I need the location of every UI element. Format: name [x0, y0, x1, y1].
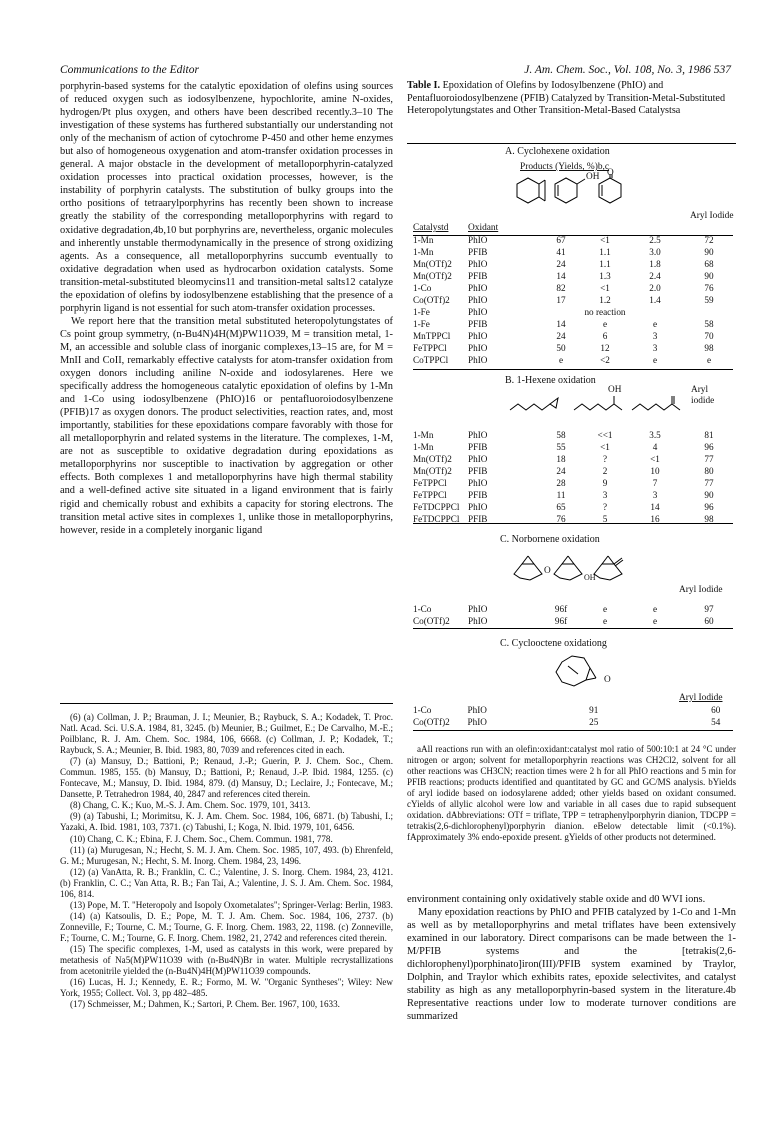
- value-cell: e: [652, 616, 658, 627]
- value-cell: 68: [704, 259, 714, 270]
- oxidant-cell: PhIO: [468, 502, 488, 513]
- value-cell: <1: [650, 454, 660, 465]
- value-cell: 41: [556, 247, 566, 258]
- table-label: Table I.: [407, 80, 441, 91]
- reference: (15) The specific complexes, 1-M, used as catalysts in this work, were prepared by metathesis of Na5(M)PW11O39 with (n-Bu4N)Br in water. Multiple recrystallizations from acetonitrile yielded the (n-Bu4N)4H(M)PW11O39 compounds.: [60, 943, 393, 977]
- table-row: [413, 354, 738, 366]
- value-cell: 67: [556, 235, 566, 245]
- value-cell: 17: [556, 295, 566, 306]
- oxidant-cell: PFIB: [468, 490, 488, 501]
- o-label: O: [604, 675, 611, 685]
- value-cell: 59: [704, 295, 714, 306]
- table-row: [413, 603, 738, 615]
- section-b-title: B. 1-Hexene oxidation: [505, 375, 596, 386]
- value-cell: 60: [704, 616, 714, 627]
- value-cell: 12: [600, 343, 610, 354]
- right-column-text: [407, 893, 736, 1023]
- oxidant-cell: PhIO: [467, 717, 487, 728]
- value-cell: 16: [650, 514, 660, 525]
- catalyst-cell: 1-Fe: [413, 307, 430, 318]
- table-row: [413, 270, 738, 282]
- products-header: Products (Yields, %)b,c: [520, 162, 610, 172]
- paragraph: We report here that the transition metal substituted heteropolytungstates of Cs point group symmetry, (n-Bu4N)4H(M)PW11O39, M = transition metal, 1-M, an accessible and soluble class of inorganic complexes,13–15 are, for M = MnII and CoII, remarkably effective catalysts for atom-transfer oxidation from oxygen donors including aniline N-oxide and iodosylarenes. Here we specifically address the homogeneous catalytic epoxidation of olefins by 1-Mn and 1-Co using iodosylbenzene (PhIO)16 or pentafluoroiodosylbenzene (PFIB)17 as oxygen donors. The product selectivities, reaction rates, and, most importantly, stabilities for these epoxidations compare favorably with those for all metalloporphyrin and related systems in the literature. The complexes, 1-M, are not as susceptible to oxidative degradation during epoxidations as metalloporphyrins nor susceptible to inactivation by aggregation or other effects. Both complexes 1 and metalloporphyrins have high thermal stability and a well-defined active site situated in a ligand environment that is fairly rigid and chemically robust and exhibits a capacity for storing electrons. The transition metal active sites in complexes 1, unlike those in metalloporphyrins, however, reside in a completely inorganic ligand: [60, 315, 393, 536]
- table-row: [413, 234, 738, 246]
- reference: (17) Schmeisser, M.; Dahmen, K.; Sartori, P. Chem. Ber. 1967, 100, 1633.: [70, 999, 340, 1010]
- table-row: [413, 501, 738, 513]
- catalyst-cell: 1-Co: [413, 705, 432, 715]
- cyclohexene-products-structures: [514, 174, 632, 208]
- aryl-iodide-header: Aryl Iodide: [690, 211, 734, 221]
- table-caption: Epoxidation of Olefins by Iodosylbenzene (PhIO) and Pentafluoroiodosylbenzene (PFIB) Catalyzed by Transition-Metal-Substituted Heteropolytungstates and Other Transition-Metal-Based Catalystsa: [407, 80, 726, 117]
- value-cell: 77: [704, 454, 714, 465]
- references-list: [60, 712, 393, 1010]
- section-d-table: [413, 704, 784, 728]
- footnote-text: aAll reactions run with an olefin:oxidant:catalyst mol ratio of 500:10:1 at 24 °C under nitrogen or argon; solvent for metalloporphyrin reactions was CH2Cl2, solvent for all other reactions was CH3CN; reaction times were 2 h for all PhIO reactions and 5 min for PFIB reactions; products identified and quantitated by GC and GC/MS analysis. bYields of aryl iodide based on iodosylarene added; other yields based on oxidant consumed. cYields of allylic alcohol were low and variable in all cases due to rapid subsequent oxidation. dAbbreviations: OTf = triflate, TPP = tetraphenylporphyrin dianion, TDCPP = tetrakis(2,6-dichlorophenyl)porphyrin dianion. eBelow detectable limit (<0.1%). fApproximately 3% endo-epoxide present. gYields of other products not determined.: [407, 744, 736, 843]
- value-cell: 2: [602, 466, 608, 477]
- catalyst-cell: 1-Mn: [413, 430, 434, 440]
- value-cell: 24: [556, 331, 566, 342]
- catalyst-cell: 1-Fe: [413, 319, 430, 330]
- oxidant-cell: PhIO: [468, 259, 488, 270]
- table-row: [413, 429, 738, 441]
- oxidant-cell: PFIB: [468, 514, 488, 525]
- value-cell: 3.5: [649, 430, 661, 440]
- value-cell: 3.0: [649, 247, 661, 258]
- value-cell: 54: [711, 717, 721, 728]
- table-row: [413, 716, 784, 728]
- section-d-title: C. Cyclooctene oxidationg: [500, 638, 607, 649]
- value-cell: 58: [556, 430, 566, 440]
- paragraph: environment containing only oxidatively stable oxide and d0 WVI ions.: [407, 894, 706, 905]
- value-cell: 96: [704, 502, 714, 513]
- value-cell: 80: [704, 466, 714, 477]
- table-row: [413, 465, 738, 477]
- catalyst-cell: FeTPPCl: [413, 343, 447, 354]
- catalyst-cell: FeTPPCl: [413, 478, 447, 489]
- value-cell: 77: [704, 478, 714, 489]
- oxidant-cell: PhIO: [468, 355, 488, 366]
- oxidant-header: Oxidant: [468, 223, 499, 233]
- value-cell: ?: [602, 454, 608, 465]
- table-row: [413, 453, 738, 465]
- value-cell: 25: [589, 717, 599, 728]
- oxidant-cell: PFIB: [468, 442, 488, 453]
- reference: (9) (a) Tabushi, I.; Morimitsu, K. J. Am. Chem. Soc. 1984, 106, 6871. (b) Tabushi, I.; Yazaki, A. Ibid. 1981, 103, 7371. (c) Tabushi, I.; Koga, N. Ibid. 1979, 101, 6456.: [60, 811, 393, 833]
- table-row: [413, 441, 738, 453]
- oxidant-cell: PhIO: [468, 343, 488, 354]
- value-cell: 1.4: [649, 295, 661, 306]
- value-cell: 14: [556, 271, 566, 282]
- value-cell: <1: [600, 283, 610, 294]
- running-header-left: Communications to the Editor: [60, 64, 199, 76]
- value-cell: 82: [556, 283, 566, 294]
- value-cell: 90: [704, 271, 714, 282]
- oxidant-cell: PFIB: [468, 271, 488, 282]
- value-cell: 10: [650, 466, 660, 477]
- value-cell: 76: [556, 514, 566, 525]
- reference: (10) Chang, C. K.; Ebina, F. J. Chem. Soc., Chem. Commun. 1981, 778.: [70, 833, 333, 844]
- value-cell: 7: [652, 478, 658, 489]
- section-a-bottom-rule: [413, 369, 733, 370]
- catalyst-cell: FeTDCPPCl: [413, 502, 460, 513]
- value-cell: 3: [602, 490, 608, 501]
- reference: (12) (a) VanAtta, R. B.; Franklin, C. C.; Valentine, J. S. Inorg. Chem. 1984, 23, 4121. (b) Franklin, C. C.; Van Atta, R. B.; Fan Tai, A.; Valentine, J. S. J. Am. Chem. Soc. 1984, 106, 814.: [60, 866, 393, 899]
- value-cell: 76: [704, 283, 714, 294]
- value-cell: <<1: [597, 430, 613, 440]
- reference: (13) Pope, M. T. "Heteropoly and Isopoly Oxometalates"; Springer-Verlag: Berlin, 1983.: [70, 899, 393, 910]
- oxidant-cell: PhIO: [468, 235, 488, 245]
- value-cell: 2.5: [649, 235, 661, 245]
- catalyst-cell: MnTPPCl: [413, 331, 451, 342]
- value-cell: 3: [652, 343, 658, 354]
- value-cell: 28: [556, 478, 566, 489]
- table-row: [413, 306, 738, 318]
- value-cell: 5: [602, 514, 608, 525]
- oxidant-cell: PhIO: [467, 705, 487, 715]
- value-cell: e: [558, 355, 564, 366]
- hexene-products-structures: [508, 392, 686, 416]
- value-cell: 55: [556, 442, 566, 453]
- value-cell: 91: [589, 705, 599, 715]
- value-cell: 70: [704, 331, 714, 342]
- catalyst-header: Catalystd: [413, 223, 449, 233]
- value-cell: 4: [652, 442, 658, 453]
- table-top-rule: [407, 143, 736, 144]
- oxidant-cell: PhIO: [468, 283, 488, 294]
- table-row: [413, 489, 738, 501]
- catalyst-cell: FeTPPCl: [413, 490, 447, 501]
- aryl-iodide-header-d: Aryl Iodide: [679, 693, 723, 703]
- value-cell: 2.0: [649, 283, 661, 294]
- value-cell: 65: [556, 502, 566, 513]
- value-cell: <1: [600, 235, 610, 245]
- oh-label: OH: [586, 172, 600, 182]
- value-cell: 24: [556, 466, 566, 477]
- o-label: O: [607, 168, 614, 178]
- value-cell: e: [652, 604, 658, 614]
- table-title: [407, 80, 736, 118]
- paragraph: porphyrin-based systems for the catalytic epoxidation of olefins using sources of reduced oxygen such as iodosylbenzene, hypochlorite, amine N-oxides, hydrogen/Pt plus oxygen, and others have been described recently.3–10 The investigation of these systems has furthered substantially our understanding not only of the mechanism of action of cytochrome P-450 and other heme enzymes but also of homogeneous oxygenation and atom-transfer oxidation processes in general. A major obstacle in the development of metalloporphyrin-catalyzed oxidation processes into practical oxidation processes, however, is the instability of porphyrin catalysts. The substitution of bulky groups into the ortho positions of tetraarylporphyrins has recently been shown to increase greatly the stability of the corresponding metalloporphyrins with regard to oxidative degradation,4b,10 but porphyrins are, nevertheless, organic molecules and inherently unstable thermodynamically in the presence of strong oxidizing agents. As a consequence, all metalloporphyrins succumb eventually to oxidative degradation when used as hydrocarbon oxidation catalysts. Some transition-metal-substituted bleomycins11 and transition-metal salts12 catalyze the epoxidation of olefins by iodosylbenzene establishing that the presence of a porphyrin ligand is not essential for such atom-transfer oxidation processes.: [60, 81, 393, 314]
- oxidant-cell: PhIO: [468, 478, 488, 489]
- value-cell: <1: [600, 442, 610, 453]
- oh-label: OH: [584, 573, 596, 582]
- oxidant-cell: PhIO: [468, 295, 488, 306]
- catalyst-cell: CoTPPCl: [413, 355, 449, 366]
- value-cell: e: [652, 355, 658, 366]
- value-cell: [680, 306, 738, 318]
- section-a-table: [413, 234, 738, 367]
- section-c-table: [413, 603, 738, 627]
- value-cell: 3: [652, 490, 658, 501]
- oxidant-cell: PFIB: [468, 319, 488, 330]
- table-row: [413, 294, 738, 306]
- value-cell: e: [602, 604, 608, 614]
- value-cell: 6: [602, 331, 608, 342]
- value-cell: 96f: [554, 604, 568, 614]
- value-cell: e: [706, 355, 712, 366]
- value-cell: 96: [704, 442, 714, 453]
- table-row: [413, 318, 738, 330]
- aryl-iodide-header-b: Aryl: [691, 385, 709, 395]
- value-cell: [630, 306, 680, 318]
- value-cell: <2: [600, 355, 610, 366]
- table-row: [413, 704, 784, 716]
- catalyst-cell: Mn(OTf)2: [413, 466, 452, 477]
- reference: (11) (a) Murugesan, N.; Hecht, S. M. J. Am. Chem. Soc. 1985, 107, 493. (b) Ehrenfeld, G. M.; Murugesan, N.; Hecht, S. M. Inorg. Chem. 1984, 23, 1496.: [60, 844, 393, 866]
- aryl-iodide-header-c: Aryl Iodide: [679, 585, 723, 595]
- table-row: [413, 615, 738, 627]
- oxidant-cell: PFIB: [468, 247, 488, 258]
- reference: (6) (a) Collman, J. P.; Brauman, J. I.; Meunier, B.; Raybuck, S. A.; Kodadek, T. Proc. Natl. Acad. Sci. U.S.A. 1984, 81, 3245. (b) Meunier, B.; Guilmet, E.; De Carvalho, M.-E.; Poilblanc, R. J. Am. Chem. Soc. 1984, 106, 6668. (c) Collman, J. P.; Kodadek, T.; Raybuck, S. A.; Meunier, B. Ibid. 1983, 80, 7039 and references cited in each.: [60, 712, 393, 756]
- catalyst-cell: Co(OTf)2: [413, 616, 450, 627]
- oxidant-cell: PhIO: [468, 430, 488, 440]
- oh-label: OH: [608, 385, 622, 395]
- section-c-title: C. Norbornene oxidation: [500, 534, 600, 545]
- table-row: [413, 342, 738, 354]
- value-cell: 1.1: [599, 247, 611, 258]
- value-cell: e: [602, 616, 608, 627]
- oxidant-cell: PhIO: [468, 604, 488, 614]
- value-cell: ?: [602, 502, 608, 513]
- table-row: [413, 246, 738, 258]
- value-cell: 9: [602, 478, 608, 489]
- value-cell: 1.1: [599, 259, 611, 270]
- value-cell: 14: [556, 319, 566, 330]
- value-cell: e: [652, 319, 658, 330]
- value-cell: 72: [704, 235, 714, 245]
- oxidant-cell: PFIB: [468, 466, 488, 477]
- value-cell: 18: [556, 454, 566, 465]
- value-cell: 96f: [554, 616, 568, 627]
- oxidant-cell: PhIO: [468, 307, 488, 318]
- reference: (14) (a) Katsoulis, D. E.; Pope, M. T. J. Am. Chem. Soc. 1984, 106, 2737. (b) Zonneville, F.; Tourne, C. M.; Tourne, G. F. Inorg. Chem. 1983, 22, 1198. (c) Zonneville, F.; Tourne, C. M.; Tourne, G. F. Inorg. Chem. 1982, 21, 2742 and references cited therein.: [60, 910, 393, 943]
- catalyst-cell: 1-Co: [413, 283, 432, 294]
- catalyst-cell: Co(OTf)2: [413, 717, 450, 728]
- catalyst-cell: 1-Mn: [413, 247, 434, 258]
- catalyst-cell: Co(OTf)2: [413, 295, 450, 306]
- running-header-right: J. Am. Chem. Soc., Vol. 108, No. 3, 1986 537: [524, 64, 731, 76]
- references-divider: [60, 703, 393, 704]
- value-cell: 1.8: [649, 259, 661, 270]
- catalyst-cell: FeTDCPPCl: [413, 514, 460, 525]
- section-b-bottom-rule: [413, 523, 733, 524]
- catalyst-cell: Mn(OTf)2: [413, 271, 452, 282]
- catalyst-cell: Mn(OTf)2: [413, 454, 452, 465]
- table-footnotes: [407, 744, 736, 843]
- oxidant-cell: PhIO: [468, 331, 488, 342]
- aryl-iodide-header-b2: iodide: [691, 396, 715, 406]
- norbornene-products-structures: [510, 552, 630, 582]
- value-cell: 81: [704, 430, 714, 440]
- value-cell: 98: [704, 343, 714, 354]
- catalyst-cell: 1-Co: [413, 604, 432, 614]
- reference: (7) (a) Mansuy, D.; Battioni, P.; Renaud, J.-P.; Guerin, P. J. Chem. Soc., Chem. Commun. 1985, 155. (b) Mansuy, D.; Battioni, P.; Renaud, J.-P. Ibid. 1984, 1255. (c) Fontecave, M.; Mansuy, D. Ibid. 1984, 879. (d) Mansuy, D.; Leclaire, J.; Fontecave, M.; Dansette, P. Tetrahedron 1984, 40, 2847 and references cited therein.: [60, 756, 393, 800]
- value-cell: 97: [704, 604, 714, 614]
- table-row: [413, 477, 738, 489]
- value-cell: [542, 306, 580, 318]
- value-cell: 14: [650, 502, 660, 513]
- table-row: [413, 282, 738, 294]
- value-cell: 1.2: [599, 295, 611, 306]
- oxidant-cell: PhIO: [468, 454, 488, 465]
- value-cell: 1.3: [599, 271, 611, 282]
- table-row: [413, 258, 738, 270]
- value-cell: 90: [704, 247, 714, 258]
- value-cell: 98: [704, 514, 714, 525]
- value-cell: 11: [556, 490, 566, 501]
- table-bottom-rule: [413, 730, 733, 731]
- table-row: [413, 330, 738, 342]
- value-cell: 58: [704, 319, 714, 330]
- oxidant-cell: PhIO: [468, 616, 488, 627]
- catalyst-cell: Mn(OTf)2: [413, 259, 452, 270]
- catalyst-cell: 1-Mn: [413, 235, 434, 245]
- value-cell: 2.4: [649, 271, 661, 282]
- value-cell: 50: [556, 343, 566, 354]
- value-cell: 3: [652, 331, 658, 342]
- paragraph: Many epoxidation reactions by PhIO and PFIB catalyzed by 1-Co and 1-Mn as well as by metalloporphyrins and metal triflates have been extensively examined in our laboratory. Direct comparisons can be made between the 1-M/PFIB systems and the [tetrakis(2,6-dichlorophenyl)porphinato]iron(III)/PFIB system examined by Traylor, Dolphin, and Traylor which exhibits rates, epoxide selectivites, and catalyst stability as high as any metalloporphyrin-based system in the literature.4b Representative reactions under low to moderate turnover conditions are summarized: [407, 907, 736, 1023]
- reference: (8) Chang, C. K.; Kuo, M.-S. J. Am. Chem. Soc. 1979, 101, 3413.: [70, 800, 311, 811]
- section-a-title: A. Cyclohexene oxidation: [505, 146, 610, 157]
- cyclooctene-oxide-structure: [552, 654, 608, 690]
- catalyst-cell: 1-Mn: [413, 442, 434, 453]
- value-cell: e: [602, 319, 608, 330]
- section-c-bottom-rule: [413, 628, 733, 629]
- section-b-table: [413, 429, 738, 525]
- left-column-text: [60, 80, 393, 537]
- o-label: O: [544, 566, 551, 576]
- value-cell: 60: [711, 705, 721, 715]
- value-cell: 90: [704, 490, 714, 501]
- value-cell: no reaction: [584, 307, 626, 318]
- reference: (16) Lucas, H. J.; Kennedy, E. R.; Formo, M. W. "Organic Syntheses"; Wiley: New York, 1955; Collect. Vol. 3, pp 482–485.: [60, 977, 393, 999]
- value-cell: 24: [556, 259, 566, 270]
